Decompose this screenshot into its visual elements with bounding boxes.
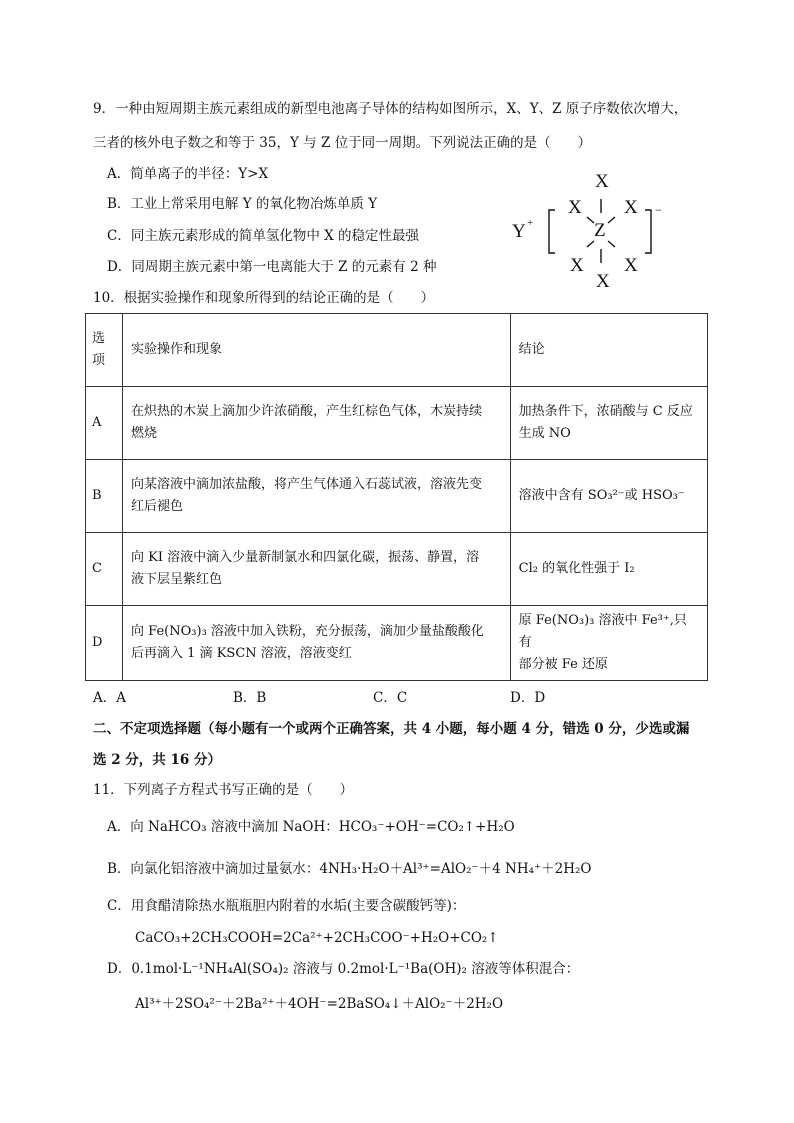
row-option: B <box>86 460 123 533</box>
q9-option-d: D．同周期主族元素中第一电离能大于 Z 的元素有 2 种 <box>107 259 437 275</box>
row-option: A <box>86 387 123 460</box>
atom-z: Z <box>594 220 606 241</box>
atom-x-bottom: X <box>596 271 610 292</box>
atom-x-top: X <box>595 171 609 192</box>
q10-answer-a: A．A <box>93 690 126 706</box>
row-operation: 在炽热的木炭上滴加少许浓硝酸，产生红棕色气体，木炭持续 燃烧 <box>123 387 511 460</box>
q11-option-d: D．0.1mol·L⁻¹NH₄Al(SO₄)₂ 溶液与 0.2mol·L⁻¹Ba(OH)₂ 溶液等体积混合： <box>107 961 580 977</box>
header-operation: 实验操作和现象 <box>123 314 511 387</box>
row-option: D <box>86 606 123 681</box>
table-row <box>86 460 708 533</box>
section2-heading-line2: 选 2 分，共 16 分） <box>93 752 221 768</box>
cation-charge: + <box>527 217 534 229</box>
q9-stem-line1: 9．一种由短周期主族元素组成的新型电池离子导体的结构如图所示，X、Y、Z 原子序数依次增大， <box>93 101 688 117</box>
row-operation: 向 Fe(NO₃)₃ 溶液中加入铁粉，充分振荡，滴加少量盐酸酸化 后再滴入 1 滴 KSCN 溶液，溶液变红 <box>123 606 511 681</box>
q11-stem: 11．下列离子方程式书写正确的是（ ） <box>93 782 354 798</box>
row-option: C <box>86 533 123 606</box>
q11-option-d-equation: Al³⁺＋2SO₄²⁻＋2Ba²⁺＋4OH⁻=2BaSO₄↓＋AlO₂⁻＋2H₂O <box>135 996 504 1012</box>
row-operation: 向 KI 溶液中滴入少量新制氯水和四氯化碳，振荡、静置，溶 液下层呈紫红色 <box>123 533 511 606</box>
q10-table <box>85 313 708 681</box>
atom-x-upper-right: X <box>624 197 638 218</box>
table-row <box>86 606 708 681</box>
row-conclusion: 原 Fe(NO₃)₃ 溶液中 Fe³⁺,只有 部分被 Fe 还原 <box>510 606 707 681</box>
q10-stem: 10．根据实验操作和现象所得到的结论正确的是（ ） <box>93 290 435 306</box>
header-option: 选 项 <box>86 314 123 387</box>
anion-charge: − <box>655 203 662 217</box>
q11-option-c: C．用食醋清除热水瓶瓶胆内附着的水垢(主要含碳酸钙等)： <box>107 898 466 914</box>
table-row <box>86 533 708 606</box>
atom-x-upper-left: X <box>568 197 582 218</box>
ion-structure-diagram <box>505 165 680 295</box>
q10-answer-c: C．C <box>373 690 408 706</box>
section2-heading-line1: 二、不定项选择题（每小题有一个或两个正确答案，共 4 小题，每小题 4 分，错选 0 分，少选或漏 <box>93 721 690 737</box>
atom-x-lower-left: X <box>570 255 584 276</box>
q11-option-c-equation: CaCO₃+2CH₃COOH=2Ca²⁺+2CH₃COO⁻+H₂O+CO₂↑ <box>135 930 499 946</box>
cation-y: Y <box>512 221 526 242</box>
q9-option-c: C．同主族元素形成的简单氢化物中 X 的稳定性最强 <box>107 228 420 244</box>
row-conclusion: Cl₂ 的氧化性强于 I₂ <box>510 533 707 606</box>
header-conclusion: 结论 <box>510 314 707 387</box>
q9-stem-line2: 三者的核外电子数之和等于 35，Y 与 Z 位于同一周期。下列说法正确的是（ ） <box>93 135 592 151</box>
q9-option-b: B．工业上常采用电解 Y 的氧化物冶炼单质 Y <box>107 196 378 212</box>
table-header-row <box>86 314 708 387</box>
q11-option-b: B．向氯化铝溶液中滴加过量氨水：4NH₃·H₂O＋Al³⁺=AlO₂⁻＋4 NH₄⁺＋2H₂O <box>107 861 592 877</box>
atom-x-lower-right: X <box>624 255 638 276</box>
table-row <box>86 387 708 460</box>
structure-bonds <box>505 165 680 295</box>
q9-option-a: A．简单离子的半径：Y>X <box>107 166 269 182</box>
row-conclusion: 加热条件下，浓硝酸与 C 反应 生成 NO <box>510 387 707 460</box>
q10-answer-b: B．B <box>233 690 267 706</box>
row-operation: 向某溶液中滴加浓盐酸，将产生气体通入石蕊试液，溶液先变 红后褪色 <box>123 460 511 533</box>
q11-option-a: A．向 NaHCO₃ 溶液中滴加 NaOH：HCO₃⁻+OH⁻=CO₂↑+H₂O <box>107 819 515 835</box>
q10-answer-d: D．D <box>510 690 546 706</box>
row-conclusion: 溶液中含有 SO₃²⁻或 HSO₃⁻ <box>510 460 707 533</box>
